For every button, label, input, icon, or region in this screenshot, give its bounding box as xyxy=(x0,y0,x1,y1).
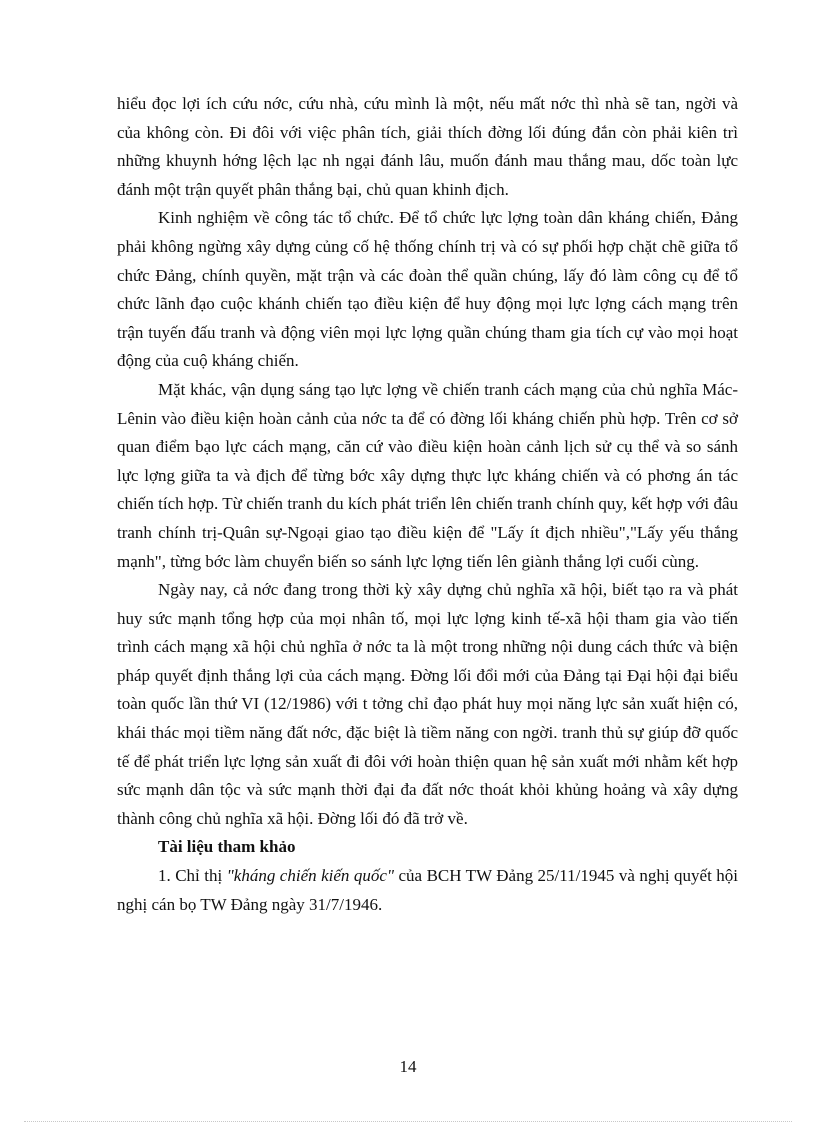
reference-suffix: của BCH TW Đảng 25/11/1945 và nghị quyết hội nghị cán bọ TW Đảng ngày 31/7/1946. xyxy=(117,866,738,914)
reference-item-1 xyxy=(117,862,738,919)
body-paragraph-3: Mặt khác, vận dụng sáng tạo lực lợng về chiến tranh cách mạng của chủ nghĩa Mác-Lênin vào điều kiện hoàn cảnh của nớc ta để có đờng lối kháng chiến phù hợp. Trên cơ sở quan điểm bạo lực cách mạng, căn cứ vào điều kiện hoàn cảnh lịch sử cụ thể và so sánh lực lợng giữa ta và địch để từng bớc xây dựng thực lực kháng chiến và có phơng án tác chiến tích hợp. Từ chiến tranh du kích phát triển lên chiến tranh chính quy, kết hợp với đâu tranh chính trị-Quân sự-Ngoại giao tạo điều kiện để "Lấy ít địch nhiều","Lấy yếu thắng mạnh", từng bớc làm chuyển biến so sánh lực lợng tiến lên giành thắng lợi cuối cùng. xyxy=(117,379,738,571)
page-number: 14 xyxy=(399,1057,417,1076)
reference-title: "kháng chiến kiến quốc" xyxy=(226,866,395,886)
body-paragraph-2: Kinh nghiệm về công tác tổ chức. Để tổ chức lực lợng toàn dân kháng chiến, Đảng phải không ngừng xây dựng củng cố hệ thống chính trị và có sự phối hợp chặt chẽ giữa tổ chức Đảng, chính quyền, mặt trận và các đoàn thể quần chúng, lấy đó làm công cụ để tổ chức lãnh đạo cuộc khánh chiến tạo điều kiện để huy động mọi lực lợng cách mạng trên trận tuyến đấu tranh và động viên mọi lực lợng quần chúng tham gia tích cự vào mọi hoạt động của cuộ kháng chiến. xyxy=(117,208,738,371)
references-heading: Tài liệu tham khảo xyxy=(158,837,296,857)
reference-prefix: 1. Chỉ thị xyxy=(158,866,227,886)
body-paragraph-1: hiểu đọc lợi ích cứu nớc, cứu nhà, cứu mình là một, nếu mất nớc thì nhà sẽ tan, ngời và của không còn. Đi đôi với việc phân tích, giải thích đờng lối đúng đắn còn phải kiên trì những khuynh hớng lệch lạc nh ngại đánh lâu, muốn đánh mau thắng mau, dốc toàn lực đánh một trận quyết phân thắng bại, chủ quan khinh địch. xyxy=(117,94,738,199)
document-page xyxy=(117,90,738,919)
page-bottom-divider xyxy=(24,1121,792,1122)
body-paragraph-4: Ngày nay, cả nớc đang trong thời kỳ xây dựng chủ nghĩa xã hội, biết tạo ra và phát huy sức mạnh tổng hợp của mọi nhân tố, mọi lực lợng kinh tế-xã hội tham gia vào tiến trình cách mạng xã hội chủ nghĩa ở nớc ta là một trong những nội dung cách thức và biện pháp quyết định thắng lợi của cách mạng. Đờng lối đổi mới của Đảng tại Đại hội đại biểu toàn quốc lần thứ VI (12/1986) với t tởng chỉ đạo phát huy mọi năng lực sản xuất hiện có, khái thác mọi tiềm năng đất nớc, đặc biệt là tiềm năng con ngời. tranh thủ sự giúp đỡ quốc tế để phát triển lực lợng sản xuất đi đôi với hoàn thiện quan hệ sản xuất mới nhằm kết hợp sức mạnh dân tộc và sức mạnh thời đại đa đất nớc thoát khỏi khủng hoảng và xây dựng thành công chủ nghĩa xã hội. Đờng lối đó đã trở về. xyxy=(117,580,738,828)
